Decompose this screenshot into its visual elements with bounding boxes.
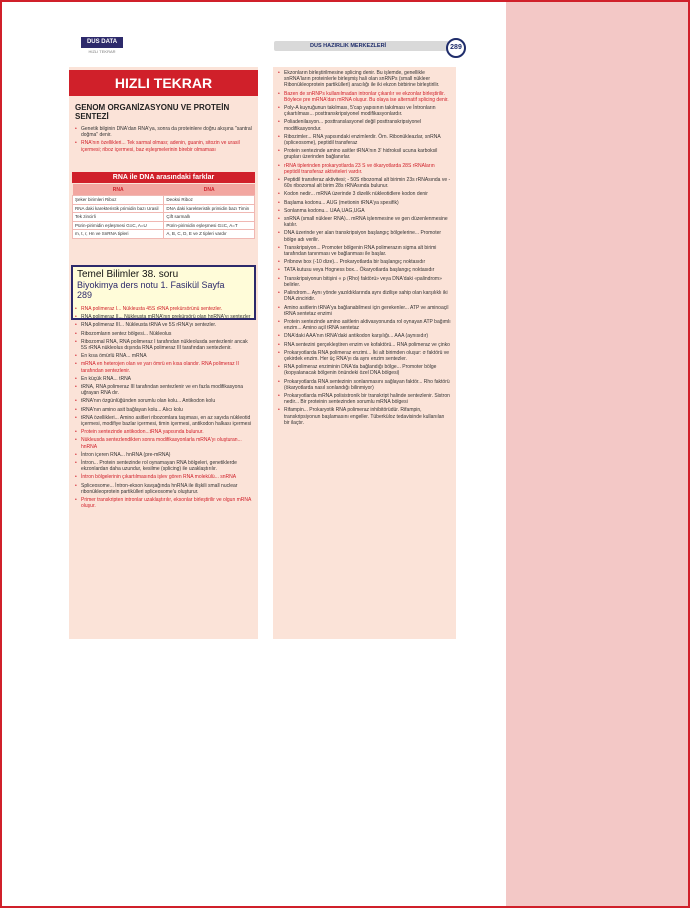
list-item: • Protein sentezinde amino asitler tRNA'nın 3' hidroksil ucuna karboksil grupları üzerinden bağlanırlar. bbox=[278, 148, 451, 160]
intro-item: • Genetik bilginin DNA'dan RNA'ya, sonra da proteinlere doğru akışına "santral doğma" denir. bbox=[75, 126, 253, 138]
list-item: • Protein sentezinde amino asitlerin aktivasyonunda rol oynayan ATP bağımlı enzim... Amino açil tRNA sentetaz bbox=[278, 319, 451, 331]
table-header-row bbox=[73, 184, 255, 196]
table-header-cell: DNA bbox=[164, 184, 255, 196]
table-cell: Pürin-pirimidin eşleşmesi G≡C, A=U bbox=[73, 221, 164, 230]
note-line: 289 bbox=[77, 290, 93, 300]
intro-list bbox=[75, 126, 253, 155]
table-row bbox=[73, 230, 255, 239]
left-bullet-list bbox=[75, 306, 253, 511]
list-item: • Nükleusda sentezlendikten sonra modifikasyonlarla mRNA'yı oluşturan... hnRNA bbox=[75, 437, 253, 449]
table-row bbox=[73, 213, 255, 222]
table-cell: RNA daki karekteristik primidin bazı Urasil bbox=[73, 204, 164, 213]
list-item: • TATA kutusu veya Hogness box... Ökaryotlarda başlangıç noktasıdır bbox=[278, 267, 451, 273]
list-item: • Sonlanma kodonu... UAA,UAG,UGA bbox=[278, 208, 451, 214]
table-row bbox=[73, 221, 255, 230]
section-title: GENOM ORGANİZASYONU VE PROTEİN SENTEZİ bbox=[75, 103, 230, 121]
list-item: • tRNA, RNA polimeraz III tarafından sentezlenir ve en fazla modifikasyona uğrayan RNA dır. bbox=[75, 384, 253, 396]
list-item: • snRNA (small nükleer RNA)... mRNA işlenmesine ve gen düzenlenmesine katılır. bbox=[278, 216, 451, 228]
table-cell: Deoksi Riboz bbox=[164, 196, 255, 205]
table-cell: Şeker birimleri Riboz bbox=[73, 196, 164, 205]
list-item: • İntron içeren RNA... hnRNA (pre-mRNA) bbox=[75, 452, 253, 458]
list-item: • Rifampin... Prokaryotik RNA polimeraz inhibitörüdür. Rifampin, transkripsiyonun başlamasını engeller. Tüberküloz tedavisinde kullanılan bir ilaçtır. bbox=[278, 407, 451, 426]
table-cell: Tek zincirli bbox=[73, 213, 164, 222]
list-item: • Ribozomların sentez bölgesi... Nükleolus bbox=[75, 331, 253, 337]
list-item: • rRNA tiplerinden prokaryotlarda 23 S ve ökaryotlarda 28S rRNAların peptidil transferaz aktiviteleri vardır. bbox=[278, 163, 451, 175]
list-item: • Peptidil transferaz aktivitesi; - 50S ribozomal alt birimin 23s rRNAsında ve - 60s ribozomal alt birim 28s rRNAsında bulunur. bbox=[278, 177, 451, 189]
list-item: • Prokaryotlarda mRNA polisistronik bir transkript halinde sentezlenir. Sistron nedir... Bir proteinin sentezinden sorumlu mRNA bölgesi bbox=[278, 393, 451, 405]
side-band bbox=[506, 2, 688, 906]
list-item: • DNA üzerinde yer alan transkripsiyon başlangıç bölgelerine... Promoter bölge adı verilir. bbox=[278, 230, 451, 242]
table-cell: m, t, r, Hn ve SnRNA tipleri bbox=[73, 230, 164, 239]
publisher-logo bbox=[81, 37, 123, 57]
list-item: • İntron bölgelerinin çıkartılmasında işlev gören RNA molekülü... snRNA bbox=[75, 474, 253, 480]
list-item: • Ribozomal RNA, RNA polimeraz I tarafından nükleolusda sentezlenir ancak 5S rRNA nükleolus dışında RNA polimeraz III tarafından sentezlenir. bbox=[75, 339, 253, 351]
list-item: • Bazen de snRNPs kullanılmadan intronlar çıkarılır ve ekzonlar birleştirilir. Böylece pre mRNA'dan mRNA oluşur. Bu olaya ise alternatif splicing denir. bbox=[278, 91, 451, 103]
list-item: • tRNA'nın amino asit bağlayan kolu... Alıcı kolu bbox=[75, 407, 253, 413]
list-item: • mRNA en heterojen olan ve yarı ömrü en kısa olandır. RNA polimeraz II tarafından sentezlenir. bbox=[75, 361, 253, 373]
list-item: • Kodon nedir... mRNA üzerinde 3 dizelik nükleotidlere kodon denir bbox=[278, 191, 451, 197]
banner-title: HIZLI TEKRAR bbox=[69, 70, 258, 96]
list-item: • Protein sentezinde antikodon...tRNA yapısında bulunur. bbox=[75, 429, 253, 435]
list-item: • RNA polimeraz enziminin DNA'da bağlandığı bölge... Promoter bölge (kopyalanacak bölgenin önündeki özel DNA bölgesi) bbox=[278, 364, 451, 376]
comparison-table bbox=[72, 184, 255, 239]
list-item: • tRNA'nın özgünlüğünden sorumlu olan kolu... Antikodon kolu bbox=[75, 398, 253, 404]
note-line: Temel Bilimler 38. soru bbox=[77, 269, 179, 280]
list-item: • tRNA özellikleri... Amino asitleri ribozomlara taşıması, en az sayıda nükleotid içermesi, modifiye bazlar içermesi, timin içermesi, antikodon halkası içermesi bbox=[75, 415, 253, 427]
list-item: • Transkripsiyonun bitişini « ρ (Rho) faktörü» veya DNA'daki «palindrom» belirler. bbox=[278, 276, 451, 288]
running-title: DUS HAZIRLIK MERKEZLERİ bbox=[310, 43, 387, 49]
list-item: • Başlama kodonu... AUG (metionin tRNA'ya spesifik) bbox=[278, 200, 451, 206]
list-item: • Pribnow box (-10 dize)... Prokaryotlarda bir başlangıç noktasıdır bbox=[278, 259, 451, 265]
list-item: • RNA polimeraz II... Nükleusta mRNA'nın prekürsörü olan hnRNA'yı sentezler bbox=[75, 314, 253, 320]
list-item: • Ekzonların birleştirilmesine splicing denir. Bu işlemde, genellikle snRNA'ların proteinlerle birleşmiş hali olan snRNPs (small nükleer Ribonükleoprotein partikülleri) aracılığı ile iki ekzon birbirine birleştirilir. bbox=[278, 70, 451, 89]
table-cell: DNA daki karekteristik primidin bazı Timin bbox=[164, 204, 255, 213]
list-item: • RNA polimeraz I... Nükleusta 45S rRNA prekürsörünü sentezler. bbox=[75, 306, 253, 312]
table-row bbox=[73, 204, 255, 213]
list-item: • Prokaryotlarda RNA polimeraz enzimi... İki alt birimden oluşur: σ faktörü ve çekirdek enzim. Her üç RNA'yı da aynı enzim sentezler. bbox=[278, 350, 451, 362]
table-cell: Pürin-pirimidin eşleşmesi G≡C, A=T bbox=[164, 221, 255, 230]
list-item: • DNA'daki AAA'nın tRNA'daki antikodon karşılığı... AAA (aynısıdır) bbox=[278, 333, 451, 339]
list-item: • Poliadenilasyon... posttranslasyonel değil posttranskripsiyonel modifikasyondur. bbox=[278, 119, 451, 131]
table-cell: A, B, C, D, E ve Z tipleri vardır bbox=[164, 230, 255, 239]
list-item: • İntron... Protein sentezinde rol oynamayan RNA bölgeleri, genetiklerde ekzonlardan daha uzundur, kesilme (splicing) ile uzaklaştırılır. bbox=[75, 460, 253, 472]
list-item: • Spliceosome... İntron-ekson kavşağında hnRNA ile ilişkili small nuclear ribonükleoprotein partikülleri spliceosome'u oluşturur. bbox=[75, 483, 253, 495]
list-item: • En kısa ömürlü RNA... mRNA bbox=[75, 353, 253, 359]
note-line: Biyokimya ders notu 1. Fasikül Sayfa bbox=[77, 280, 225, 290]
table-header-cell: RNA bbox=[73, 184, 164, 196]
logo-text: DUS DATA bbox=[81, 37, 123, 48]
table-title: RNA ile DNA arasındaki farklar bbox=[72, 172, 255, 183]
logo-subtext: HIZLI TEKRAR bbox=[88, 49, 116, 54]
list-item: • Poly-A kuyruğunun takılması, 5'cap yapısının takılması ve İntronların çıkartılması... posttranskripsiyonel modifikasyonlardır. bbox=[278, 105, 451, 117]
intro-item: • RNA'nın özellikleri... Tek sarmal olması; adenin, guanin, sitozin ve urasil içermesi; riboz içermesi, baz eşleşmelerinin birebir olmaması bbox=[75, 140, 253, 152]
page-number: 289 bbox=[446, 38, 466, 58]
list-item: • Palindrom... Aynı yönde yazıldıklarında aynı dizilişe sahip olan karşılıklı iki DNA zinciridir. bbox=[278, 290, 451, 302]
list-item: • RNA polimeraz III... Nükleusta tRNA ve 5S rRNA'yı sentezler. bbox=[75, 322, 253, 328]
table-cell: Çift sarmallı bbox=[164, 213, 255, 222]
table-row bbox=[73, 196, 255, 205]
list-item: • Amino asitlerin tRNA'ya bağlanabilmesi için gerekenler... ATP ve aminoaçil tRNA sentetaz enzimi bbox=[278, 305, 451, 317]
list-item: • Ribozimler... RNA yapısındaki enzimlerdir. Örn. Ribonükleazlar, snRNA (spliceosome), peptidil transferaz bbox=[278, 134, 451, 146]
right-bullet-list bbox=[278, 70, 451, 428]
list-item: • Transkripsiyon... Promoter bölgenin RNA polimerazın sigma alt birimi tarafından tanınması ve bağlanması ile başlar. bbox=[278, 245, 451, 257]
list-item: • Primer transkripten intronlar uzaklaştırılır, eksonlar birleştirilir ve olgun mRNA oluşur. bbox=[75, 497, 253, 509]
list-item: • Prokaryotlarda RNA sentezinin sonlanmasını sağlayan faktör... Rho faktörü (ökaryotlarda nasıl sonlandığı bilinmiyor) bbox=[278, 379, 451, 391]
list-item: • En küçük RNA... tRNA bbox=[75, 376, 253, 382]
list-item: • RNA sentezini gerçekleştiren enzim ve kofaktörü... RNA polimeraz ve çinko bbox=[278, 342, 451, 348]
